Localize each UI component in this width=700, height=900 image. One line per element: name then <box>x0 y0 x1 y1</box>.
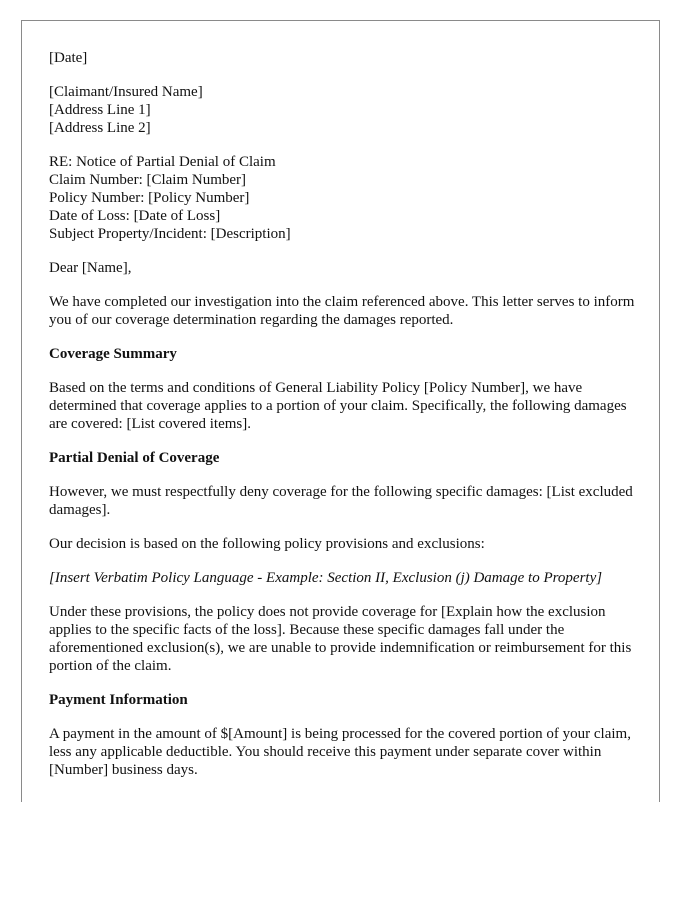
letter-content <box>49 49 639 795</box>
letter-page <box>21 20 660 802</box>
decision-basis-paragraph: Our decision is based on the following policy provisions and exclusions: <box>49 536 485 552</box>
reference-block <box>49 153 639 243</box>
coverage-summary-heading: Coverage Summary <box>49 346 177 362</box>
payment-information-heading: Payment Information <box>49 692 188 708</box>
claim-number-line: Claim Number: [Claim Number] <box>49 172 247 188</box>
policy-language-placeholder: [Insert Verbatim Policy Language - Example: Section II, Exclusion (j) Damage to Property] <box>49 570 603 586</box>
intro-paragraph: We have completed our investigation into the claim referenced above. This letter serves to inform you of our coverage determination regarding the damages reported. <box>49 294 635 328</box>
re-line: RE: Notice of Partial Denial of Claim <box>49 154 276 170</box>
recipient-address-line-1: [Address Line 1] <box>49 102 151 118</box>
policy-number-line: Policy Number: [Policy Number] <box>49 190 250 206</box>
recipient-address-line-2: [Address Line 2] <box>49 120 151 136</box>
recipient-name: [Claimant/Insured Name] <box>49 84 203 100</box>
letter-date: [Date] <box>49 50 88 66</box>
salutation: Dear [Name], <box>49 260 132 276</box>
subject-line: Subject Property/Incident: [Description] <box>49 226 291 242</box>
partial-denial-paragraph: However, we must respectfully deny coverage for the following specific damages: [List excluded damages]. <box>49 484 633 518</box>
partial-denial-heading: Partial Denial of Coverage <box>49 450 220 466</box>
payment-information-paragraph: A payment in the amount of $[Amount] is being processed for the covered portion of your claim, less any applicable deductible. You should receive this payment under separate cover within [Number] business days. <box>49 726 631 778</box>
recipient-block <box>49 83 639 137</box>
date-of-loss-line: Date of Loss: [Date of Loss] <box>49 208 221 224</box>
exclusion-explanation-paragraph: Under these provisions, the policy does not provide coverage for [Explain how the exclusion applies to the specific facts of the loss]. Because these specific damages fall under the aforementioned exclusion(s), we are unable to provide indemnification or reimbursement for this portion of the claim. <box>49 604 632 674</box>
coverage-summary-paragraph: Based on the terms and conditions of General Liability Policy [Policy Number], we have determined that coverage applies to a portion of your claim. Specifically, the following damages are covered: [List covered items]. <box>49 380 627 432</box>
